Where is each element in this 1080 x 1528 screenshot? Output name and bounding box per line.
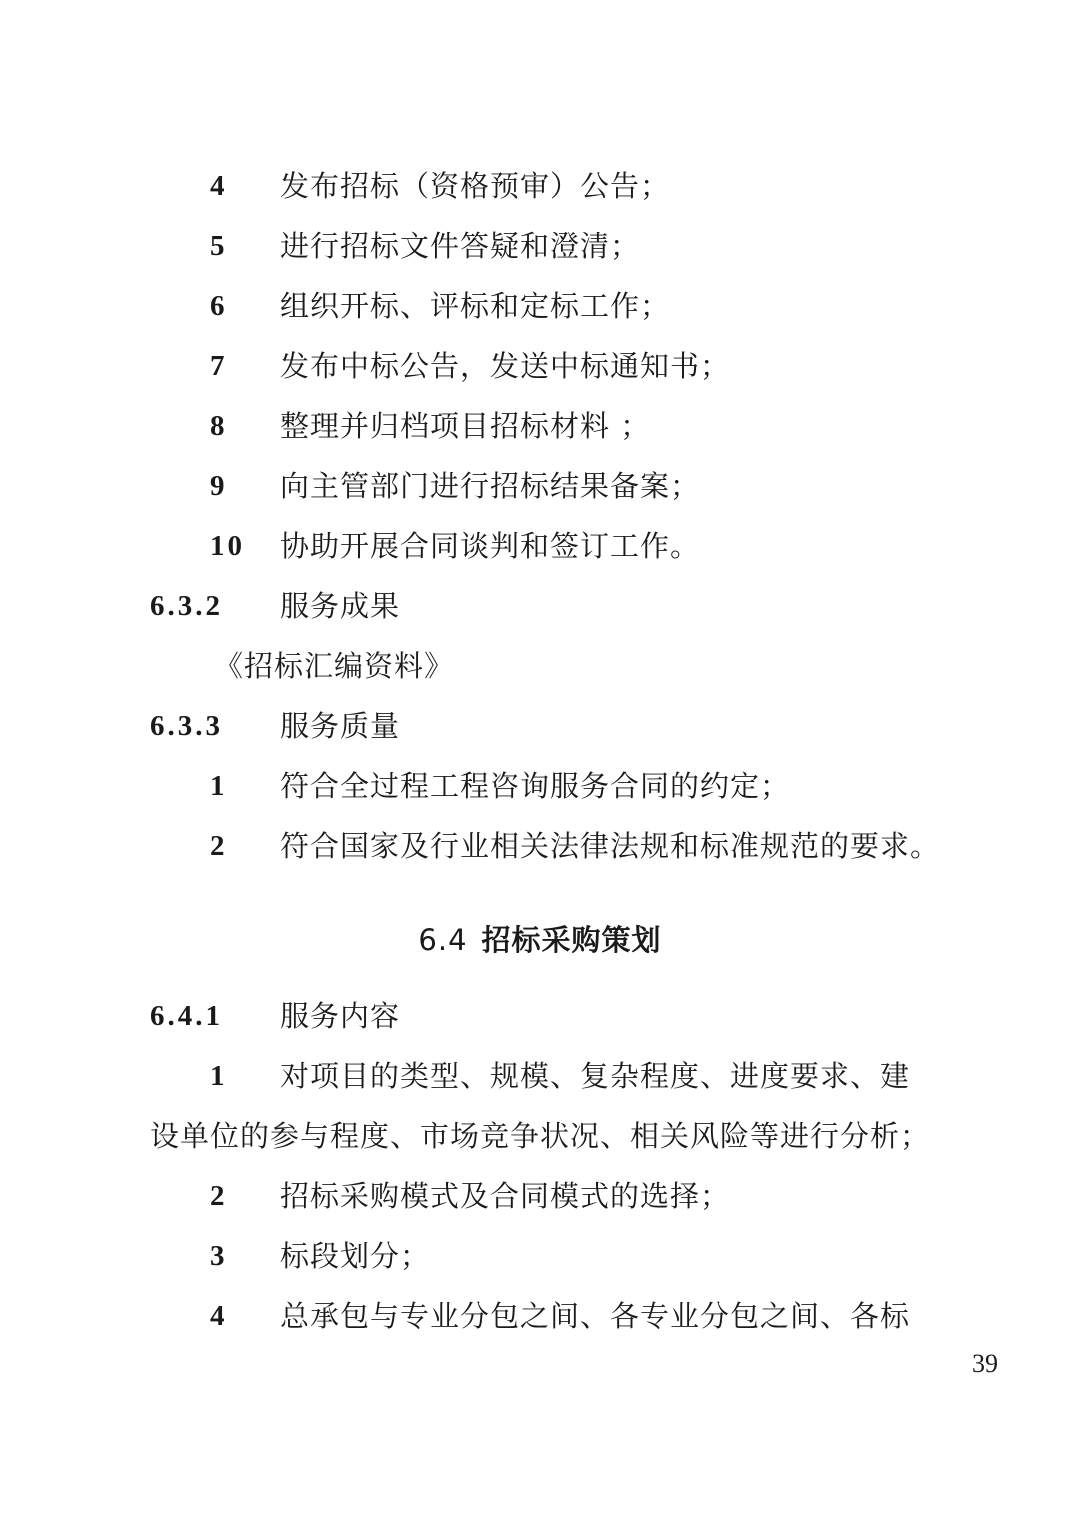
item-text-continued: 设单位的参与程度、市场竞争状况、相关风险等进行分析； <box>150 1119 931 1153</box>
item-text: 整理并归档项目招标材料 ； <box>280 409 651 443</box>
section-number: 6.3.3 <box>150 710 223 742</box>
item-text: 组织开标、评标和定标工作； <box>280 289 671 323</box>
item-number: 2 <box>210 1180 228 1212</box>
section-title: 服务成果 <box>280 589 401 623</box>
page-number: 39 <box>972 1349 998 1378</box>
item-number: 10 <box>210 530 245 562</box>
section-number: 6.3.2 <box>150 590 223 622</box>
item-number: 6 <box>210 290 228 322</box>
item-number: 2 <box>210 830 228 862</box>
item-text: 向主管部门进行招标结果备案； <box>280 469 701 503</box>
section-content: 《招标汇编资料》 <box>214 649 455 683</box>
item-number: 9 <box>210 470 228 502</box>
section-title: 服务质量 <box>280 709 401 743</box>
item-text: 标段划分； <box>280 1239 431 1273</box>
item-text: 发布中标公告，发送中标通知书； <box>280 349 731 383</box>
section-number: 6.4.1 <box>150 1000 223 1032</box>
item-text: 总承包与专业分包之间、各专业分包之间、各标 <box>280 1299 911 1333</box>
chapter-title: 招标采购策划 <box>481 923 662 957</box>
item-number: 1 <box>210 770 228 802</box>
item-text: 对项目的类型、规模、复杂程度、进度要求、建 <box>280 1059 911 1093</box>
item-number: 3 <box>210 1240 228 1272</box>
item-number: 4 <box>210 170 228 202</box>
chapter-number: 6.4 <box>418 923 468 957</box>
item-text: 发布招标（资格预审）公告； <box>280 169 671 203</box>
item-number: 1 <box>210 1060 228 1092</box>
section-title: 服务内容 <box>280 999 401 1033</box>
item-text: 符合全过程工程咨询服务合同的约定； <box>280 769 791 803</box>
item-number: 4 <box>210 1300 228 1332</box>
item-text: 进行招标文件答疑和澄清； <box>280 229 641 263</box>
item-number: 7 <box>210 350 228 382</box>
item-text: 协助开展合同谈判和签订工作。 <box>280 529 701 563</box>
item-number: 8 <box>210 410 228 442</box>
item-text: 符合国家及行业相关法律法规和标准规范的要求。 <box>280 829 941 863</box>
item-text: 招标采购模式及合同模式的选择； <box>280 1179 731 1213</box>
chapter-heading <box>0 920 1080 960</box>
item-number: 5 <box>210 230 228 262</box>
